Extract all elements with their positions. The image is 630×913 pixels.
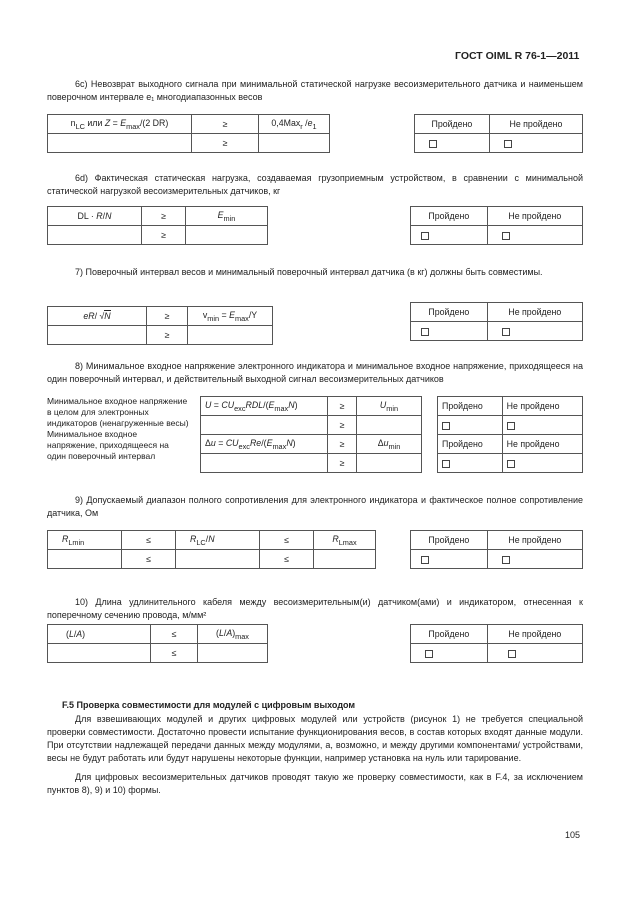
cell-7-value[interactable] — [48, 326, 147, 345]
table-6d — [47, 206, 268, 245]
result-7 — [410, 302, 583, 341]
cell-8-umin: $U_{min}$ — [357, 397, 422, 416]
cell-10-la-max-value[interactable] — [198, 644, 268, 663]
failed-checkbox-2[interactable] — [502, 454, 582, 473]
cell-8-umin-value[interactable] — [357, 416, 422, 435]
cell-7-ge: ≥ — [147, 307, 188, 326]
cell-6d-limit: $E_{min}$ — [186, 207, 268, 226]
cell-9-rlc-value[interactable] — [176, 550, 260, 569]
cell-7-limit-value[interactable] — [188, 326, 273, 345]
failed-label-2: Не пройдено — [502, 435, 582, 454]
paragraph-8 — [47, 360, 583, 386]
section-f5-title: F.5 Проверка совместимости для модулей с цифровым выходом — [62, 700, 356, 710]
passed-checkbox-2[interactable] — [438, 454, 503, 473]
cell-6c-formula: $n_{LC}$ или $Z = E_{max}/(2$ DR) — [48, 115, 192, 134]
result-6d — [410, 206, 583, 245]
table-7 — [47, 306, 273, 345]
cell-6d-ge-2: ≥ — [142, 226, 186, 245]
cell-8-delta-formula: $\Delta u = CU_{exc}Re/(E_{max}N)$ — [201, 435, 328, 454]
cell-9-rlmax-value[interactable] — [314, 550, 376, 569]
cell-6d-ge: ≥ — [142, 207, 186, 226]
cell-6c-limit: 0,4Max$_r$ $/e_1$ — [259, 115, 330, 134]
document-header: ГОСТ OIML R 76-1—2011 — [455, 50, 580, 62]
cell-8-ge-3: ≥ — [328, 435, 357, 454]
paragraph-6d — [47, 172, 583, 198]
cell-7-ge-2: ≥ — [147, 326, 188, 345]
cell-9-le-4: ≤ — [260, 550, 314, 569]
paragraph-9 — [47, 494, 583, 520]
paragraph-7 — [47, 266, 583, 279]
cell-6c-value[interactable] — [48, 134, 192, 153]
cell-10-le-2: ≤ — [151, 644, 198, 663]
failed-checkbox[interactable] — [487, 644, 582, 663]
cell-9-le-1: ≤ — [122, 531, 176, 550]
failed-checkbox[interactable] — [487, 550, 582, 569]
failed-checkbox[interactable] — [487, 322, 582, 341]
passed-checkbox[interactable] — [411, 226, 488, 245]
failed-label: Не пройдено — [489, 115, 582, 134]
passed-label: Пройдено — [438, 397, 503, 416]
cell-9-rlmin-value[interactable] — [48, 550, 122, 569]
paragraph-6c-text: 6с) Невозврат выходного сигнала при минимальной статической нагрузке весоизмерительного датчика и наименьшем поверочном интервале e₁ многодиапазонных весов — [47, 79, 583, 102]
cell-8-delta-value[interactable] — [201, 454, 328, 473]
cell-9-rlmin: $R_{Lmin}$ — [48, 531, 122, 550]
cell-8-ge-1: ≥ — [328, 397, 357, 416]
result-9 — [410, 530, 583, 569]
passed-checkbox[interactable] — [411, 644, 488, 663]
cell-6c-limit-value[interactable] — [259, 134, 330, 153]
page-number: 105 — [565, 830, 581, 840]
result-8 — [437, 396, 583, 473]
table-10 — [47, 624, 268, 663]
passed-label: Пройдено — [411, 531, 488, 550]
section-f5-paragraph-2-text: Для цифровых весоизмерительных датчиков проводят такую же проверку совместимости, как в F.4, за исключением пунктов 8), 9) и 10) формы. — [47, 772, 583, 795]
table-6c — [47, 114, 330, 153]
paragraph-6d-text: 6d) Фактическая статическая нагрузка, создаваемая грузоприемным устройством, в сравнении с минимальной статической нагрузкой весоизмерительных датчиков, кг — [47, 173, 583, 196]
failed-checkbox[interactable] — [489, 134, 582, 153]
cell-6c-ge-2: ≥ — [192, 134, 259, 153]
cell-8-ge-2: ≥ — [328, 416, 357, 435]
table-8 — [200, 396, 422, 473]
failed-label: Не пройдено — [487, 531, 582, 550]
failed-label: Не пройдено — [487, 303, 582, 322]
cell-7-formula: eR/ √N — [48, 307, 147, 326]
cell-6d-formula: DL · R/N — [48, 207, 142, 226]
cell-10-la-value[interactable] — [48, 644, 151, 663]
paragraph-6c — [47, 78, 583, 104]
paragraph-8-text: 8) Минимальное входное напряжение электронного индикатора и минимальное входное напряжение, приходящееся на один поверочный интервал, и действительный выходной сигнал весоизмерительных датчиков — [47, 361, 583, 384]
cell-6c-ge: ≥ — [192, 115, 259, 134]
passed-label: Пройдено — [415, 115, 490, 134]
cell-6d-limit-value[interactable] — [186, 226, 268, 245]
section-f5-paragraph-1-text: Для взвешивающих модулей и других цифровых модулей или устройств (рисунок 1) не требуется специальной проверки совместимости. Достаточно провести испытание функционирования весов, в состав которых входят данные модули. При отсутствии надлежащей передачи данных между модулями, а, возможно, и между другими компонентами/ устройствами, весы не будут работать или будут нарушены некоторые функции, например установка на нуль или тарирование. — [47, 714, 583, 763]
cell-10-le: ≤ — [151, 625, 198, 644]
failed-label: Не пройдено — [487, 207, 582, 226]
note-8: Минимальное входное напряжение в целом для электронных индикаторов (ненагруженные весы) Минимальное входное напряжение, приходящееся на один поверочный интервал — [47, 396, 189, 461]
table-9 — [47, 530, 376, 569]
passed-label-2: Пройдено — [438, 435, 503, 454]
failed-checkbox[interactable] — [487, 226, 582, 245]
passed-label: Пройдено — [411, 207, 488, 226]
cell-8-voltage-value[interactable] — [201, 416, 328, 435]
passed-checkbox[interactable] — [415, 134, 490, 153]
cell-9-rlmax: $R_{Lmax}$ — [314, 531, 376, 550]
passed-checkbox[interactable] — [438, 416, 503, 435]
cell-8-ge-4: ≥ — [328, 454, 357, 473]
cell-9-le-3: ≤ — [122, 550, 176, 569]
cell-9-le-2: ≤ — [260, 531, 314, 550]
cell-9-rlc: $R_{LC}/N$ — [176, 531, 260, 550]
paragraph-9-text: 9) Допускаемый диапазон полного сопротивления для электронного индикатора и фактическое полное сопротивление датчика, Ом — [47, 495, 583, 518]
section-f5-paragraph-2 — [47, 771, 583, 797]
passed-checkbox[interactable] — [411, 550, 488, 569]
cell-8-delta-umin: $\Delta u_{min}$ — [357, 435, 422, 454]
paragraph-10 — [47, 596, 583, 622]
cell-10-la-max: $(L/A)_{max}$ — [198, 625, 268, 644]
cell-8-delta-umin-value[interactable] — [357, 454, 422, 473]
paragraph-7-text: 7) Поверочный интервал весов и минимальный поверочный интервал датчика (в кг) должны быть совместимы. — [75, 267, 543, 277]
passed-checkbox[interactable] — [411, 322, 488, 341]
result-10 — [410, 624, 583, 663]
result-6c — [414, 114, 583, 153]
failed-checkbox[interactable] — [502, 416, 582, 435]
paragraph-10-text: 10) Длина удлинительного кабеля между весоизмерительным(и) датчиком(ами) и индикатором, отнесенная к поперечному сечению провода, м/мм² — [47, 597, 583, 620]
cell-7-limit: $v_{min} = E_{max}/Y$ — [188, 307, 273, 326]
cell-10-la: (L/A) — [48, 625, 151, 644]
passed-label: Пройдено — [411, 303, 488, 322]
failed-label: Не пройдено — [502, 397, 582, 416]
cell-6d-value[interactable] — [48, 226, 142, 245]
failed-label: Не пройдено — [487, 625, 582, 644]
section-f5-paragraph-1 — [47, 713, 583, 765]
cell-8-voltage-formula: $U = CU_{exc}RDL/(E_{max}N)$ — [201, 397, 328, 416]
passed-label: Пройдено — [411, 625, 488, 644]
